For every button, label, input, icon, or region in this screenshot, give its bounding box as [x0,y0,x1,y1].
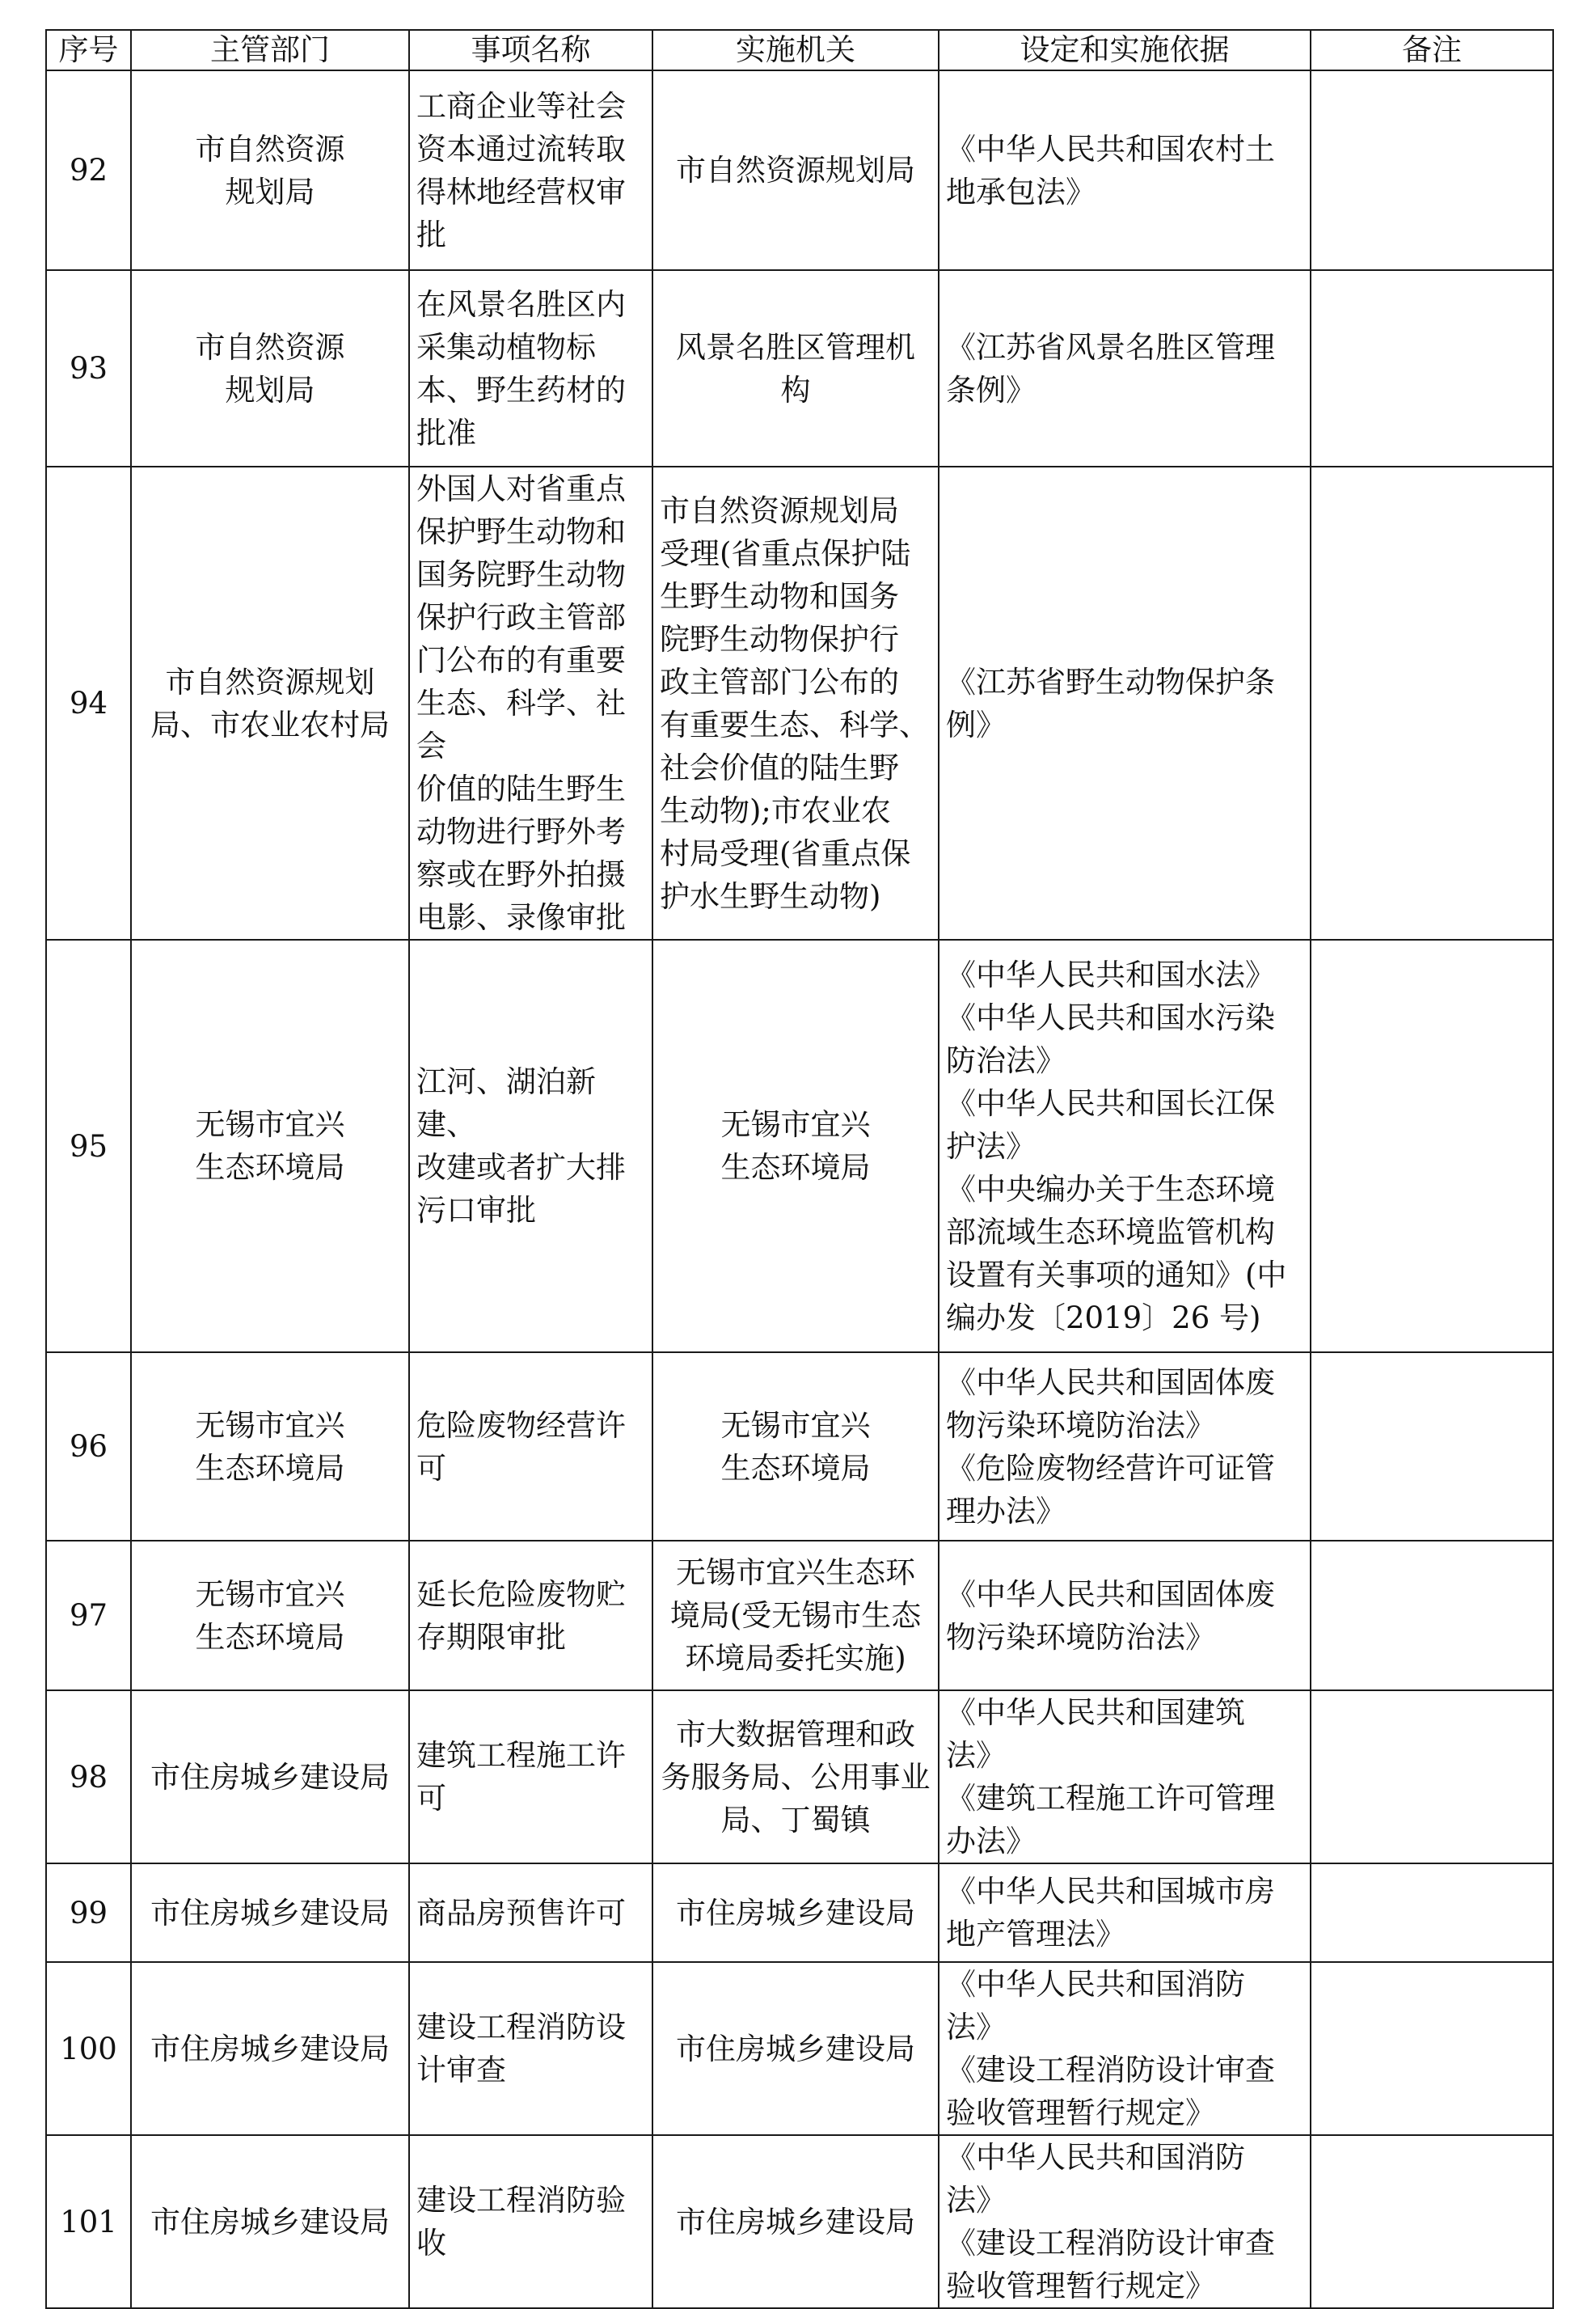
row-no: 93 [46,270,131,467]
table-row [46,940,1553,1352]
row-item: 工商企业等社会 资本通过流转取 得林地经营权审 批 [409,70,652,270]
row-org: 市大数据管理和政 务服务局、公用事业 局、丁蜀镇 [652,1690,939,1863]
row-item: 江河、湖泊新建、 改建或者扩大排 污口审批 [409,940,652,1352]
row-org: 市住房城乡建设局 [652,1863,939,1962]
table-row [46,2135,1553,2308]
row-note [1311,1863,1553,1962]
row-basis: 《中华人民共和国建筑法》 《建筑工程施工许可管理 办法》 [939,1690,1311,1863]
row-org: 无锡市宜兴生态环 境局(受无锡市生态 环境局委托实施) [652,1541,939,1690]
header-row [46,30,1553,70]
row-dept: 无锡市宜兴 生态环境局 [131,940,409,1352]
row-dept: 市住房城乡建设局 [131,1863,409,1962]
row-no: 101 [46,2135,131,2308]
row-item: 建设工程消防设 计审查 [409,1962,652,2135]
table-header [46,30,1553,70]
header-org: 实施机关 [652,30,939,70]
row-item: 建设工程消防验 收 [409,2135,652,2308]
row-note [1311,1541,1553,1690]
row-basis: 《中华人民共和国水法》 《中华人民共和国水污染 防治法》 《中华人民共和国长江保 护法》 《中央编办关于生态环境 部流域生态环境监管机构 设置有关事项的通知》(中 编办发〔2019〕26 号) [939,940,1311,1352]
table-row [46,270,1553,467]
row-no: 98 [46,1690,131,1863]
row-org: 无锡市宜兴 生态环境局 [652,1352,939,1541]
row-no: 95 [46,940,131,1352]
row-basis: 《中华人民共和国城市房 地产管理法》 [939,1863,1311,1962]
row-basis: 《江苏省风景名胜区管理 条例》 [939,270,1311,467]
row-no: 96 [46,1352,131,1541]
row-item: 在风景名胜区内 采集动植物标 本、野生药材的 批准 [409,270,652,467]
table-body [46,70,1553,2308]
row-dept: 市住房城乡建设局 [131,1690,409,1863]
header-item: 事项名称 [409,30,652,70]
row-note [1311,940,1553,1352]
table-row [46,1962,1553,2135]
table-row [46,1352,1553,1541]
header-dept: 主管部门 [131,30,409,70]
row-org: 市住房城乡建设局 [652,1962,939,2135]
row-item: 外国人对省重点 保护野生动物和 国务院野生动物 保护行政主管部 门公布的有重要 生态、科学、社会 价值的陆生野生 动物进行野外考 察或在野外拍摄 电影、录像审批 [409,467,652,940]
approval-items-table [45,29,1554,2309]
row-dept: 市自然资源规划 局、市农业农村局 [131,467,409,940]
row-note [1311,2135,1553,2308]
row-note [1311,1690,1553,1863]
row-note [1311,270,1553,467]
row-no: 92 [46,70,131,270]
row-item: 危险废物经营许 可 [409,1352,652,1541]
header-basis: 设定和实施依据 [939,30,1311,70]
row-note [1311,467,1553,940]
row-dept: 无锡市宜兴 生态环境局 [131,1352,409,1541]
header-note: 备注 [1311,30,1553,70]
table-row [46,1690,1553,1863]
row-note [1311,1352,1553,1541]
table-row [46,467,1553,940]
row-dept: 市住房城乡建设局 [131,1962,409,2135]
row-no: 99 [46,1863,131,1962]
row-item: 建筑工程施工许 可 [409,1690,652,1863]
row-org: 无锡市宜兴 生态环境局 [652,940,939,1352]
row-item: 延长危险废物贮 存期限审批 [409,1541,652,1690]
row-item: 商品房预售许可 [409,1863,652,1962]
row-basis: 《中华人民共和国消防法》 《建设工程消防设计审查 验收管理暂行规定》 [939,2135,1311,2308]
row-org: 市住房城乡建设局 [652,2135,939,2308]
row-basis: 《中华人民共和国固体废 物污染环境防治法》 《危险废物经营许可证管 理办法》 [939,1352,1311,1541]
row-basis: 《中华人民共和国农村土 地承包法》 [939,70,1311,270]
row-basis: 《江苏省野生动物保护条 例》 [939,467,1311,940]
table-row [46,1863,1553,1962]
row-note [1311,70,1553,270]
row-dept: 市自然资源 规划局 [131,270,409,467]
row-note [1311,1962,1553,2135]
row-org: 市自然资源规划局 受理(省重点保护陆 生野生动物和国务 院野生动物保护行 政主管部门公布的 有重要生态、科学、 社会价值的陆生野 生动物);市农业农 村局受理(省重点保 护水生野生动物) [652,467,939,940]
table-row [46,1541,1553,1690]
row-no: 94 [46,467,131,940]
row-basis: 《中华人民共和国固体废 物污染环境防治法》 [939,1541,1311,1690]
row-org: 风景名胜区管理机 构 [652,270,939,467]
row-no: 97 [46,1541,131,1690]
row-dept: 无锡市宜兴 生态环境局 [131,1541,409,1690]
row-org: 市自然资源规划局 [652,70,939,270]
header-no: 序号 [46,30,131,70]
table-row [46,70,1553,270]
row-no: 100 [46,1962,131,2135]
row-basis: 《中华人民共和国消防法》 《建设工程消防设计审查 验收管理暂行规定》 [939,1962,1311,2135]
row-dept: 市住房城乡建设局 [131,2135,409,2308]
row-dept: 市自然资源 规划局 [131,70,409,270]
